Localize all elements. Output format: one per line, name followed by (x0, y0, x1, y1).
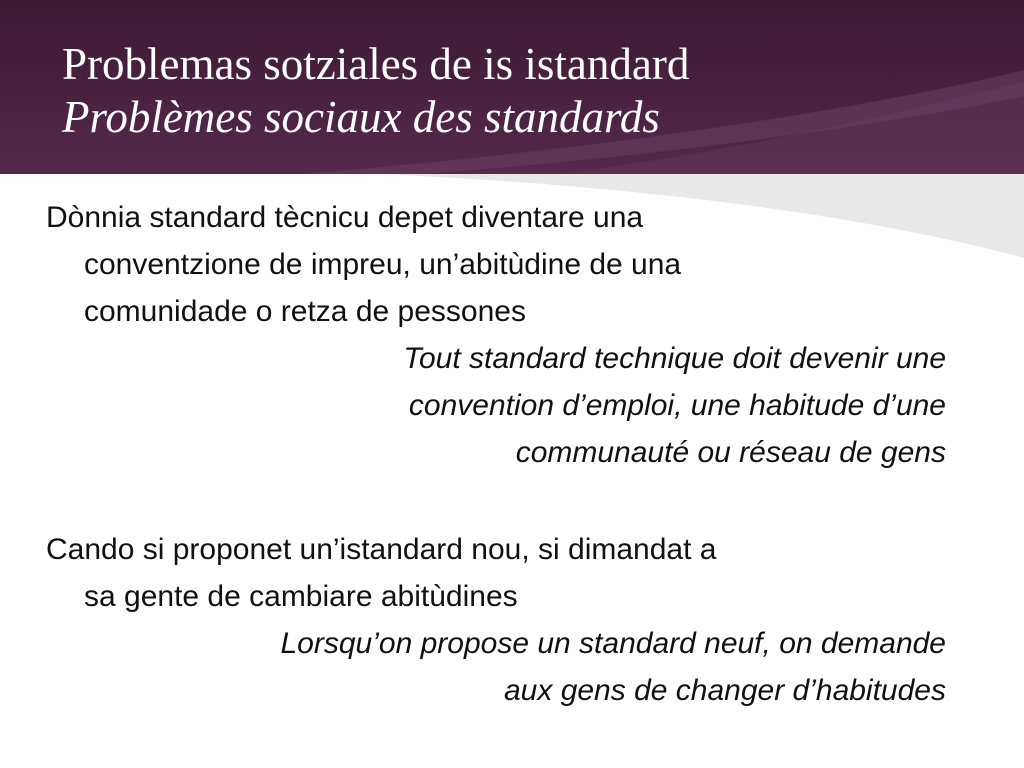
paragraph-2-sardinian: Cando si proponet un’istandard nou, si dimandat a sa gente de cambiare abitùdines (46, 533, 717, 613)
title-sardinian: Problemas sotziales de is istandard (62, 39, 690, 89)
paragraph-2-french: Lorsqu’on propose un standard neuf, on demande aux gens de changer d’habitudes (280, 627, 946, 707)
paragraph-1-french: Tout standard technique doit devenir une convention d’emploi, une habitude d’une communauté ou réseau de gens (403, 342, 946, 469)
paragraph-1-sardinian: Dònnia standard tècnicu depet diventare una conventzione de impreu, un’abitùdine de una comunidade o retza de pessones (46, 201, 682, 328)
title-french: Problèmes sociaux des standards (62, 92, 660, 142)
